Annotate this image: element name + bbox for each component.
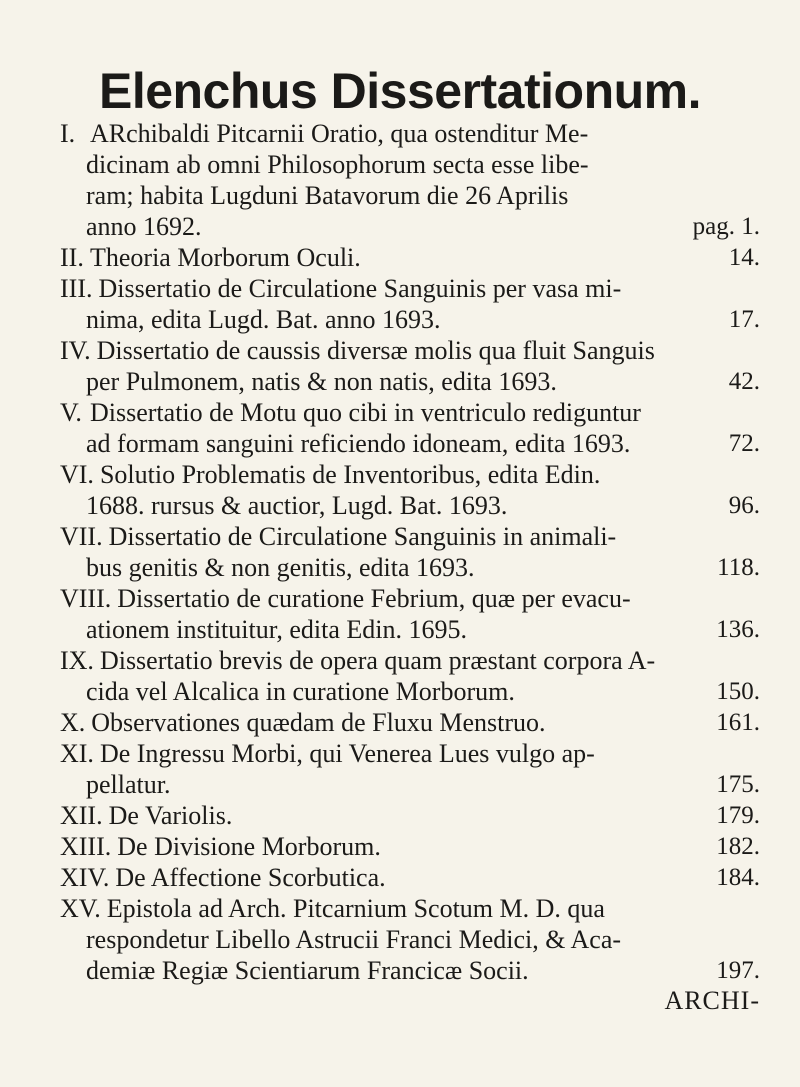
toc-entry-line	[60, 459, 760, 490]
entry-text: Observationes quædam de Fluxu Menstruo.	[91, 708, 546, 737]
toc-entry-line	[60, 614, 760, 645]
entry-text: De Affectione Scorbutica.	[115, 863, 386, 892]
entry-text: 1688. rursus & auctior, Lugd. Bat. 1693.	[86, 491, 508, 520]
toc-entry-line	[60, 552, 760, 583]
entry-text: De Variolis.	[108, 801, 233, 830]
entry-text: Dissertatio de caussis diversæ molis qua fluit Sanguis	[96, 336, 655, 365]
entry-number: XV.	[60, 894, 101, 923]
toc-entry-line	[60, 366, 760, 397]
entry-number: VIII.	[60, 584, 112, 613]
toc-entry-line	[60, 273, 760, 304]
toc-entry	[60, 800, 760, 831]
entry-text: cida vel Alcalica in curatione Morborum.	[86, 677, 515, 706]
page-number: 197.	[716, 957, 760, 984]
table-of-contents	[60, 118, 760, 1015]
entry-number: IV.	[60, 336, 91, 365]
entry-number: XIII.	[60, 832, 112, 861]
toc-entry	[60, 242, 760, 273]
toc-entry-line	[60, 862, 760, 893]
toc-entry	[60, 397, 760, 459]
toc-entry-line	[60, 676, 760, 707]
toc-entry-line	[60, 800, 760, 831]
page-number: 14.	[728, 244, 760, 271]
entry-text: Dissertatio de Circulatione Sanguinis per vasa mi-	[98, 274, 622, 303]
entry-text: pellatur.	[86, 770, 171, 799]
entry-text: ARchibaldi Pitcarnii Oratio, qua ostenditur Me-	[90, 119, 589, 148]
toc-entry-line	[60, 831, 760, 862]
entry-number: II.	[60, 243, 84, 272]
toc-entry-line	[60, 583, 760, 614]
toc-entry-line	[60, 180, 760, 211]
toc-entry	[60, 273, 760, 335]
entry-number: XIV.	[60, 863, 110, 892]
toc-entry	[60, 738, 760, 800]
toc-entry-line	[60, 397, 760, 428]
page-number: 184.	[716, 864, 760, 891]
toc-entry	[60, 118, 760, 242]
entry-text: nima, edita Lugd. Bat. anno 1693.	[86, 305, 441, 334]
page-number: 118.	[717, 554, 760, 581]
toc-entry-line	[60, 211, 760, 242]
entry-number: XI.	[60, 739, 94, 768]
entry-number: III.	[60, 274, 93, 303]
page-number: 175.	[716, 771, 760, 798]
toc-entry-line	[60, 955, 760, 986]
entry-number: VI.	[60, 460, 94, 489]
entry-text: dicinam ab omni Philosophorum secta esse libe-	[86, 150, 589, 179]
toc-entry	[60, 862, 760, 893]
entry-number: IX.	[60, 646, 94, 675]
page-number: 161.	[716, 709, 760, 736]
entry-text: ram; habita Lugduni Batavorum die 26 Aprilis	[86, 181, 569, 210]
entry-text: Dissertatio de Circulatione Sanguinis in animali-	[108, 522, 617, 551]
toc-entry-line	[60, 242, 760, 273]
entry-text: De Divisione Morborum.	[117, 832, 381, 861]
toc-entry	[60, 707, 760, 738]
toc-entry-line	[60, 707, 760, 738]
toc-entry-line	[60, 428, 760, 459]
entry-text: De Ingressu Morbi, qui Venerea Lues vulgo ap-	[99, 739, 595, 768]
entry-number: V.	[60, 398, 82, 427]
page-number: 150.	[716, 678, 760, 705]
entry-text: Theoria Morborum Oculi.	[90, 243, 361, 272]
page-number: 182.	[716, 833, 760, 860]
catchword: ARCHI-	[664, 986, 760, 1015]
toc-entry	[60, 459, 760, 521]
toc-entry-line	[60, 521, 760, 552]
toc-entry-line	[60, 769, 760, 800]
entry-number: X.	[60, 708, 86, 737]
toc-entry	[60, 893, 760, 1015]
entry-text: Dissertatio de Motu quo cibi in ventriculo rediguntur	[90, 398, 641, 427]
entry-text: Solutio Problematis de Inventoribus, edita Edin.	[99, 460, 601, 489]
toc-entry-line	[60, 118, 760, 149]
entry-number: I.	[60, 119, 76, 148]
page-number: 72.	[728, 430, 760, 457]
entry-text: Dissertatio brevis de opera quam præstant corpora A-	[99, 646, 656, 675]
page-title: Elenchus Dissertationum.	[98, 63, 702, 119]
toc-entry	[60, 645, 760, 707]
page-number: 42.	[728, 368, 760, 395]
toc-entry	[60, 831, 760, 862]
entry-text: respondetur Libello Astrucii Franci Medici, & Aca-	[86, 925, 622, 954]
entry-text: ationem instituitur, edita Edin. 1695.	[86, 615, 467, 644]
entry-text: Dissertatio de curatione Febrium, quæ per evacu-	[117, 584, 631, 613]
toc-entry	[60, 335, 760, 397]
toc-entry-line	[60, 335, 760, 366]
page-number: 136.	[716, 616, 760, 643]
entry-text: anno 1692.	[86, 212, 202, 241]
toc-entry	[60, 583, 760, 645]
entry-text: demiæ Regiæ Scientiarum Francicæ Socii.	[86, 956, 529, 985]
toc-entry-line	[60, 645, 760, 676]
page-number: 96.	[728, 492, 760, 519]
entry-text: Epistola ad Arch. Pitcarnium Scotum M. D. qua	[106, 894, 605, 923]
entry-text: per Pulmonem, natis & non natis, edita 1693.	[86, 367, 557, 396]
toc-entry-line	[60, 490, 760, 521]
page-number: 17.	[728, 306, 760, 333]
toc-entry-line	[60, 738, 760, 769]
entry-number: VII.	[60, 522, 103, 551]
entry-text: bus genitis & non genitis, edita 1693.	[86, 553, 475, 582]
toc-entry-line	[60, 924, 760, 955]
toc-entry-line	[60, 149, 760, 180]
toc-entry	[60, 521, 760, 583]
toc-entry-line	[60, 304, 760, 335]
toc-entry-line	[60, 893, 760, 924]
page-number: pag. 1.	[692, 213, 760, 240]
page-number: 179.	[716, 802, 760, 829]
entry-number: XII.	[60, 801, 103, 830]
entry-text: ad formam sanguini reficiendo idoneam, edita 1693.	[86, 429, 631, 458]
